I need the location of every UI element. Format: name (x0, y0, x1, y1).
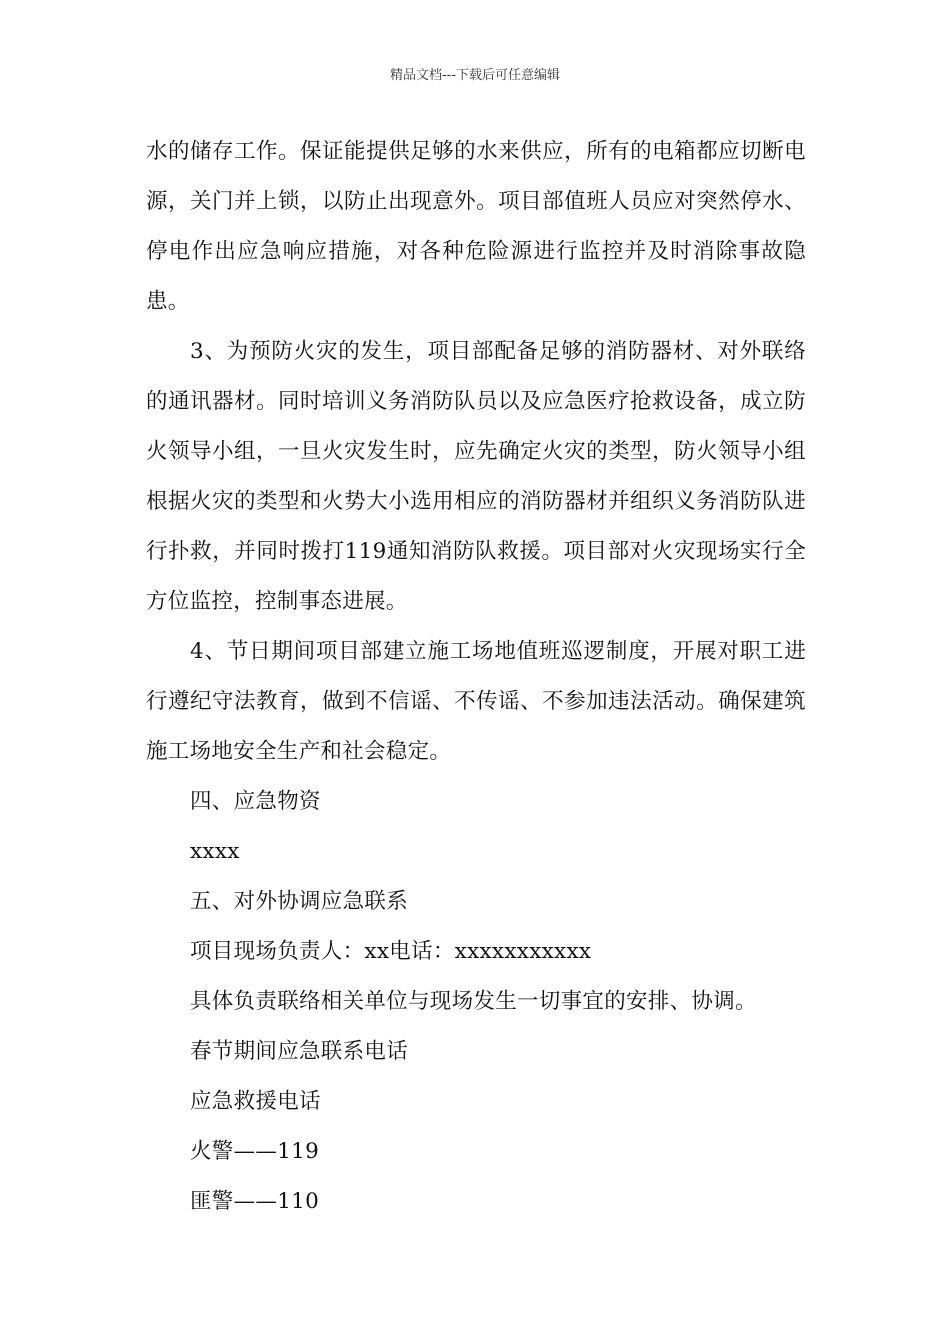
fire-phone-line: 火警——119 (190, 1139, 320, 1164)
paragraph-water-power: 水的储存工作。保证能提供足够的水来供应，所有的电箱都应切断电源，关门并上锁，以防止出现意外。项目部值班人员应对突然停水、停电作出应急响应措施，对各种危险源进行监控并及时消除事故隐患。 (146, 139, 806, 314)
page-header: 精品文档---下载后可任意编辑 (389, 68, 561, 83)
emergency-supplies-content: xxxx (190, 839, 240, 864)
holiday-phone-title: 春节期间应急联系电话 (190, 1039, 409, 1064)
contact-person-line: 项目现场负责人：xx电话：xxxxxxxxxxx (190, 939, 592, 964)
paragraph-fire-prevention: 3、为预防火灾的发生，项目部配备足够的消防器材、对外联络的通讯器材。同时培训义务消防队员以及应急医疗抢救设备，成立防火领导小组，一旦火灾发生时，应先确定火灾的类型，防火领导小组根据火灾的类型和火势大小选用相应的消防器材并组织义务消防队进行扑救，并同时拨打119通知消防队救援。项目部对火灾现场实行全方位监控，控制事态进展。 (146, 339, 806, 614)
document-body (146, 127, 806, 1227)
responsibility-line: 具体负责联络相关单位与现场发生一切事宜的安排、协调。 (190, 989, 757, 1014)
paragraph-holiday-patrol: 4、节日期间项目部建立施工场地值班巡逻制度，开展对职工进行遵纪守法教育，做到不信谣、不传谣、不参加违法活动。确保建筑施工场地安全生产和社会稳定。 (146, 639, 806, 764)
section-title-external-coordination: 五、对外协调应急联系 (190, 889, 409, 914)
police-phone-line: 匪警——110 (190, 1189, 320, 1214)
section-title-emergency-supplies: 四、应急物资 (190, 789, 321, 814)
rescue-phone-title: 应急救援电话 (190, 1089, 321, 1114)
